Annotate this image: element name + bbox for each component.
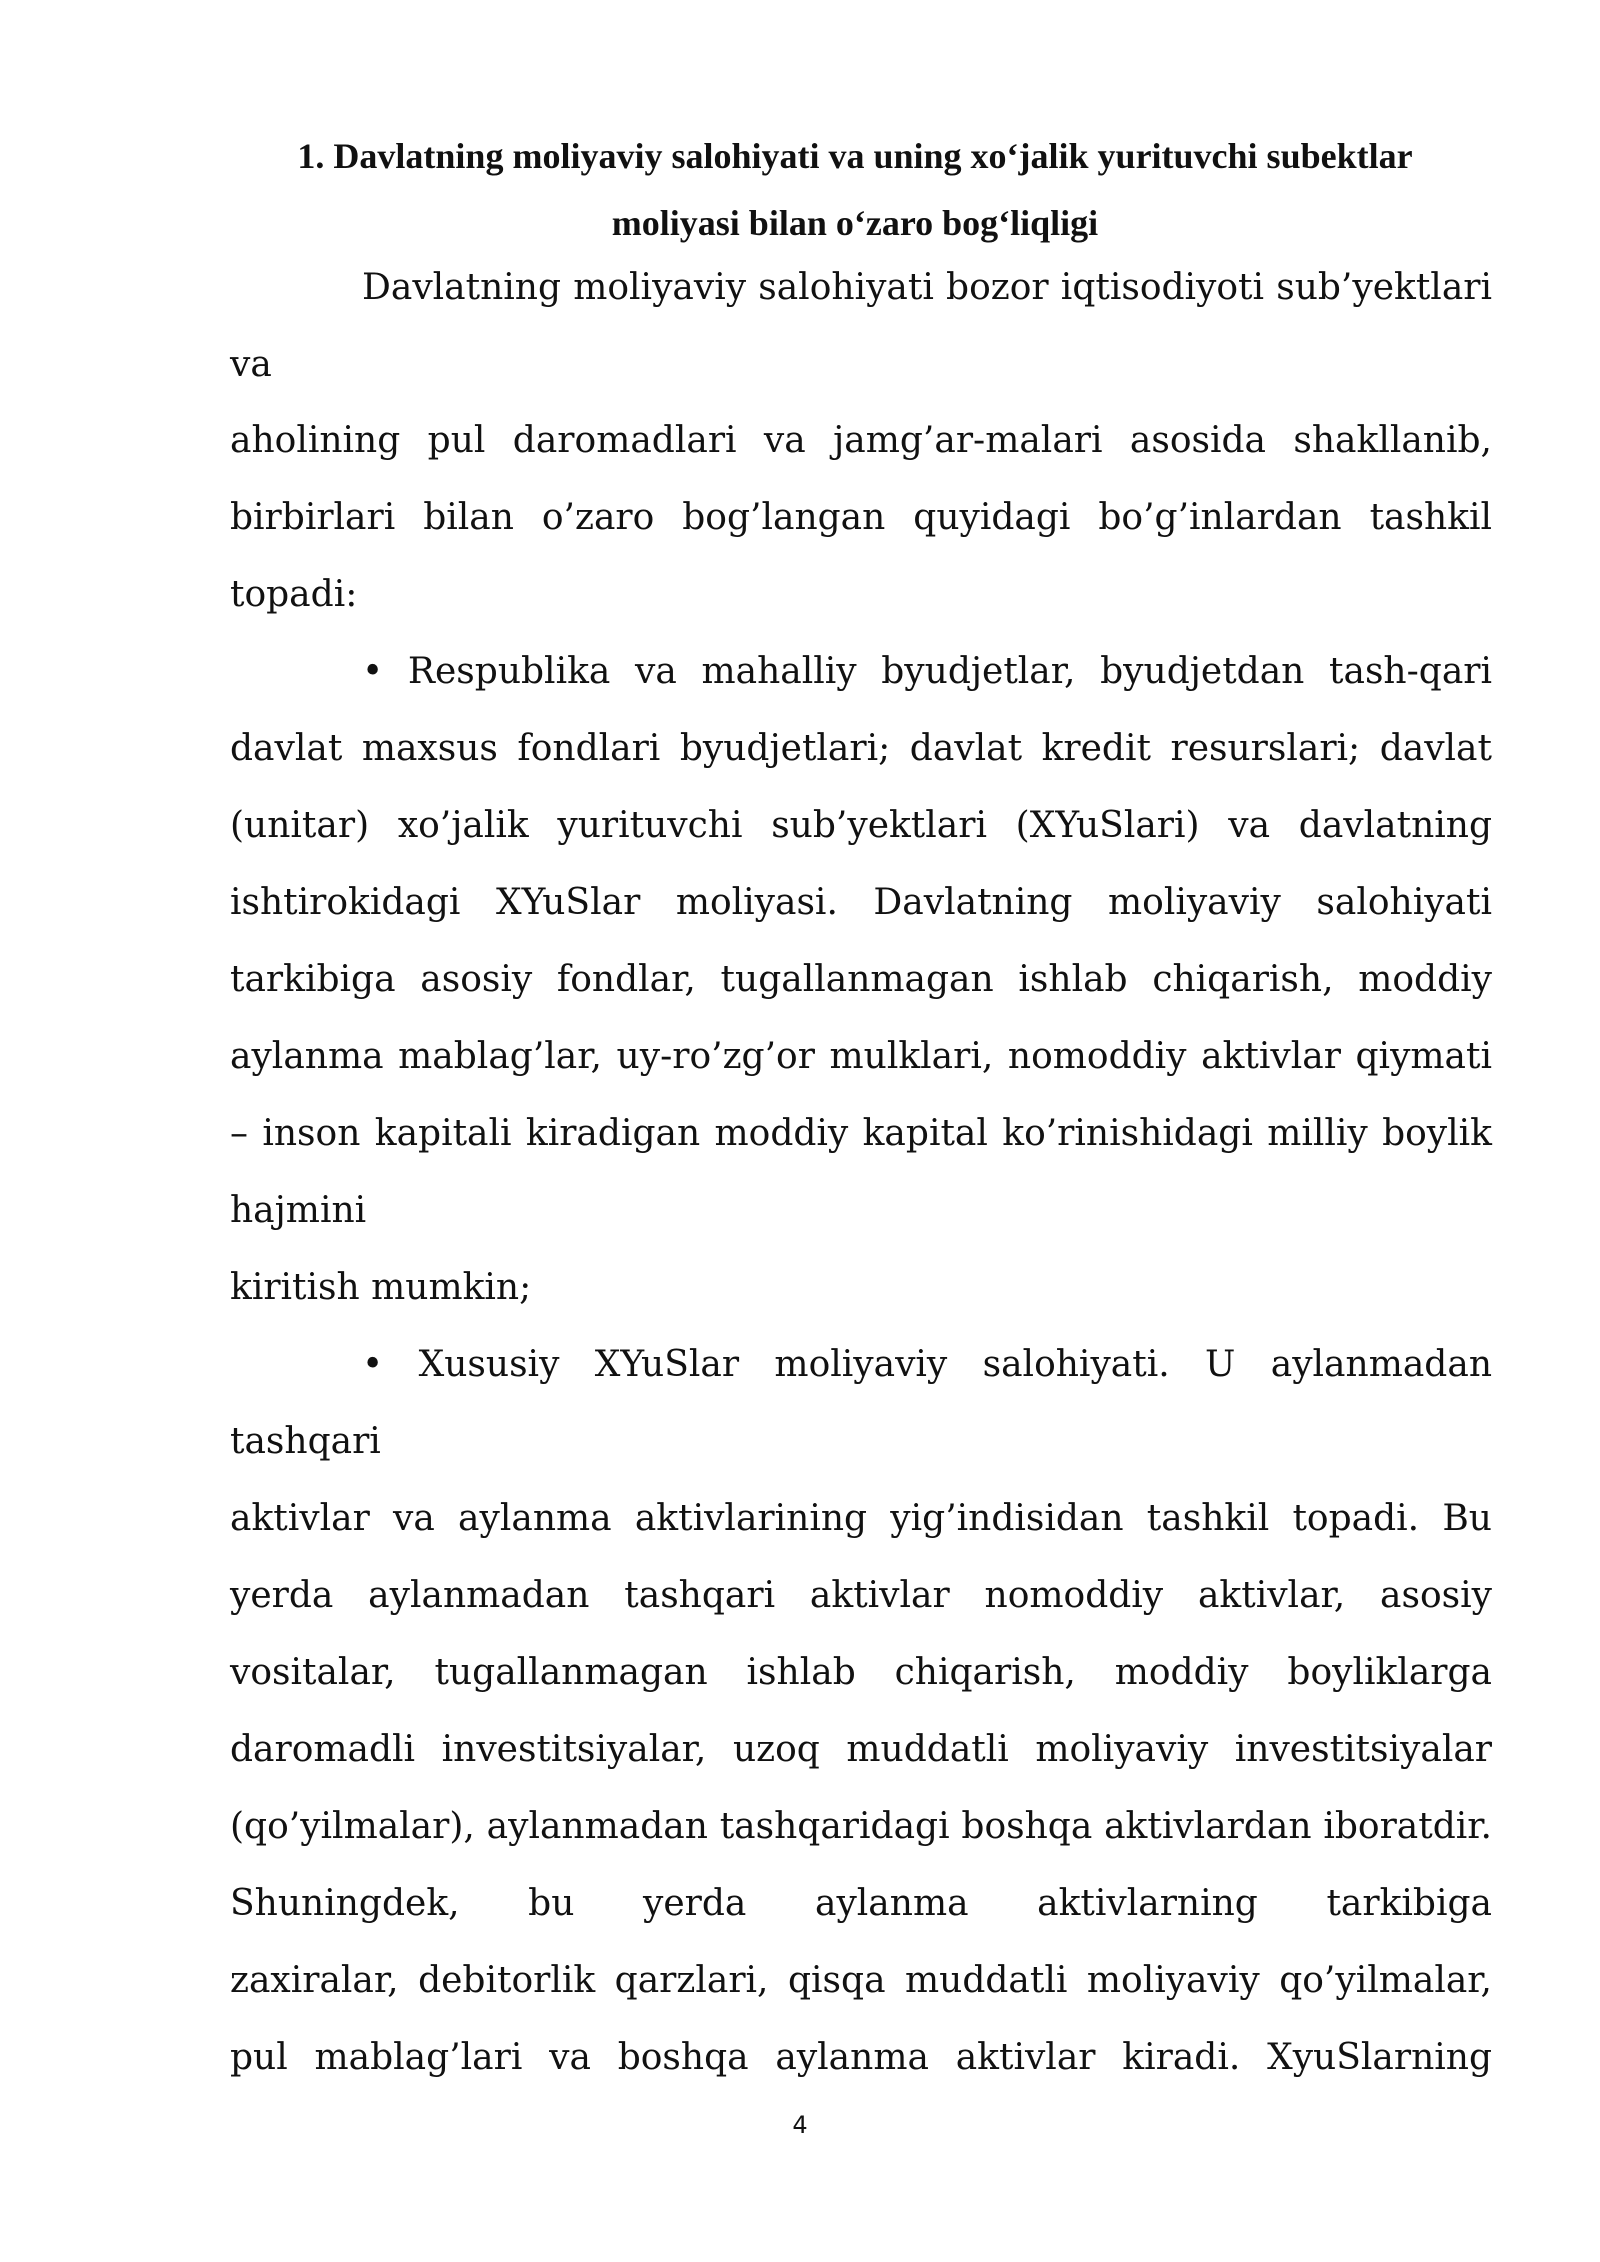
paragraph-line: zaxiralar, debitorlik qarzlari, qisqa muddatli moliyaviy qo’yilmalar, xyxy=(230,1960,1492,2001)
paragraph-line: daromadli investitsiyalar, uzoq muddatli moliyaviy investitsiyalar xyxy=(230,1729,1492,1770)
section-heading-line-2: moliyasi bilan o‘zaro bog‘liqligi xyxy=(611,203,1099,243)
paragraph-line: (unitar) xo’jalik yurituvchi sub’yektlari (XYuSlari) va davlatning xyxy=(230,805,1492,846)
paragraph-line: yerda aylanmadan tashqari aktivlar nomoddiy aktivlar, asosiy xyxy=(230,1575,1492,1616)
paragraph-line: Shuningdek, bu yerda aylanma aktivlarning tarkibiga xyxy=(230,1883,1492,1924)
paragraph-line: pul mablag’lari va boshqa aylanma aktivlar kiradi. XyuSlarning xyxy=(230,2037,1492,2078)
paragraph-line: aholining pul daromadlari va jamg’ar-malari asosida shakllanib, xyxy=(230,420,1492,461)
paragraph-line: kiritish mumkin; xyxy=(230,1267,532,1308)
page-number: 4 xyxy=(792,2111,808,2139)
paragraph-line: aylanma mablag’lar, uy-ro’zg’or mulklari, nomoddiy aktivlar qiymati xyxy=(230,1036,1492,1077)
section-heading-line-1: 1. Davlatning moliyaviy salohiyati va uning xo‘jalik yurituvchi subektlar xyxy=(297,136,1413,176)
paragraph-line: hajmini xyxy=(230,1190,367,1231)
paragraph-line: davlat maxsus fondlari byudjetlari; davlat kredit resurslari; davlat xyxy=(230,728,1492,769)
paragraph-line: vositalar, tugallanmagan ishlab chiqarish, moddiy boyliklarga xyxy=(230,1652,1492,1693)
paragraph-line: tarkibiga asosiy fondlar, tugallanmagan ishlab chiqarish, moddiy xyxy=(230,959,1492,1000)
paragraph-line: va xyxy=(230,344,272,385)
paragraph-line: tashqari xyxy=(230,1421,381,1462)
bullet-item-line: • Xususiy XYuSlar moliyaviy salohiyati. U aylanmadan xyxy=(362,1344,1492,1385)
paragraph-line: – inson kapitali kiradigan moddiy kapital ko’rinishidagi milliy boylik xyxy=(230,1113,1492,1154)
paragraph-line: ishtirokidagi XYuSlar moliyasi. Davlatning moliyaviy salohiyati xyxy=(230,882,1492,923)
paragraph-line: birbirlari bilan o’zaro bog’langan quyidagi bo’g’inlardan tashkil xyxy=(230,497,1492,538)
paragraph-line: Davlatning moliyaviy salohiyati bozor iqtisodiyoti sub’yektlari xyxy=(362,267,1492,308)
paragraph-line: aktivlar va aylanma aktivlarining yig’indisidan tashkil topadi. Bu xyxy=(230,1498,1492,1539)
paragraph-line: (qo’yilmalar), aylanmadan tashqaridagi boshqa aktivlardan iboratdir. xyxy=(230,1806,1492,1847)
paragraph-line: topadi: xyxy=(230,574,358,615)
bullet-item-line: • Respublika va mahalliy byudjetlar, byudjetdan tash-qari xyxy=(362,651,1492,692)
